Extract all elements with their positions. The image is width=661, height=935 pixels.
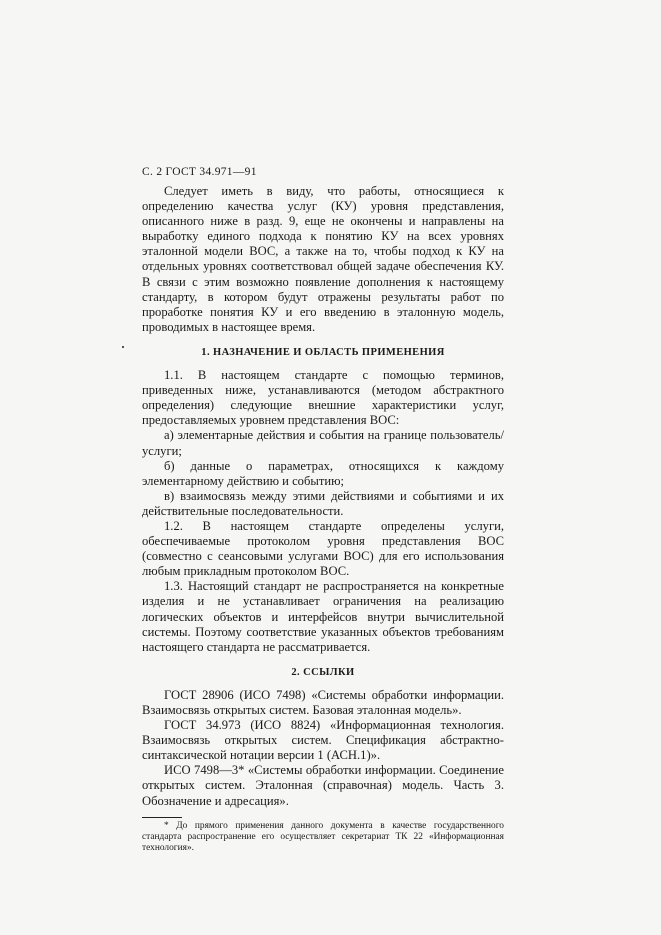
footnote: * До прямого применения данного документа в качестве государственного стандарта распространение его осуществляет секретариат ТК 22 «Информационная технология». (142, 820, 504, 854)
clause-1-1: 1.1. В настоящем стандарте с помощью терминов, приведенных ниже, устанавливаются (методом абстрактного определения) следующие внешние характеристики услуг, предоставляемых уровнем представления ВОС: (142, 368, 504, 428)
intro-paragraph: Следует иметь в виду, что работы, относящиеся к определению качества услуг (КУ) уровня представления, описанного ниже в разд. 9, еще не окончены и направлены на выработку единого подхода к понятию КУ на всех уровнях эталонной модели ВОС, а также на то, чтобы подход к КУ на отдельных уровнях соответствовал общей задаче обеспечения КУ. В связи с этим возможно появление дополнения к настоящему стандарту, в котором будут отражены результаты работ по проработке понятия КУ и его введению в эталонную модель, проводимых в настоящее время. (142, 184, 504, 334)
clause-1-2: 1.2. В настоящем стандарте определены услуги, обеспечиваемые протоколом уровня представления ВОС (совместно с сеансовыми услугами ВОС) для его использования любым прикладным протоколом ВОС. (142, 518, 504, 579)
page-mark (122, 346, 124, 348)
clause-1-3: 1.3. Настоящий стандарт не распространяется на конкретные изделия и не устанавливает ограничения на реализацию логических объектов и интерфейсов внутри вычислительной системы. Поэтому соответствие указанных объектов требованиям настоящего стандарта не рассматривается. (142, 579, 504, 654)
reference-1: ГОСТ 28906 (ИСО 7498) «Системы обработки информации. Взаимосвязь открытых систем. Базовая эталонная модель». (142, 687, 504, 717)
clause-1-1-item-a: а) элементарные действия и события на границе пользователь/услуги; (142, 428, 504, 458)
clause-1-1-item-c: в) взаимосвязь между этими действиями и событиями и их действительные последовательности. (142, 488, 504, 518)
document-body (142, 184, 504, 855)
reference-2: ГОСТ 34.973 (ИСО 8824) «Информационная технология. Взаимосвязь открытых систем. Спецификация абстрактно-синтаксической нотации версии 1 (АСН.1)». (142, 718, 504, 763)
section-2-heading: 2. ССЫЛКИ (291, 666, 355, 678)
page-header: С. 2 ГОСТ 34.971—91 (142, 166, 257, 178)
footnote-rule (142, 817, 182, 818)
clause-1-1-item-b: б) данные о параметрах, относящихся к каждому элементарному действию и событию; (142, 458, 504, 488)
reference-3: ИСО 7498—3* «Системы обработки информации. Соединение открытых систем. Эталонная (справочная) модель. Часть 3. Обозначение и адресация». (142, 763, 504, 808)
section-1-heading: 1. НАЗНАЧЕНИЕ И ОБЛАСТЬ ПРИМЕНЕНИЯ (201, 346, 445, 358)
